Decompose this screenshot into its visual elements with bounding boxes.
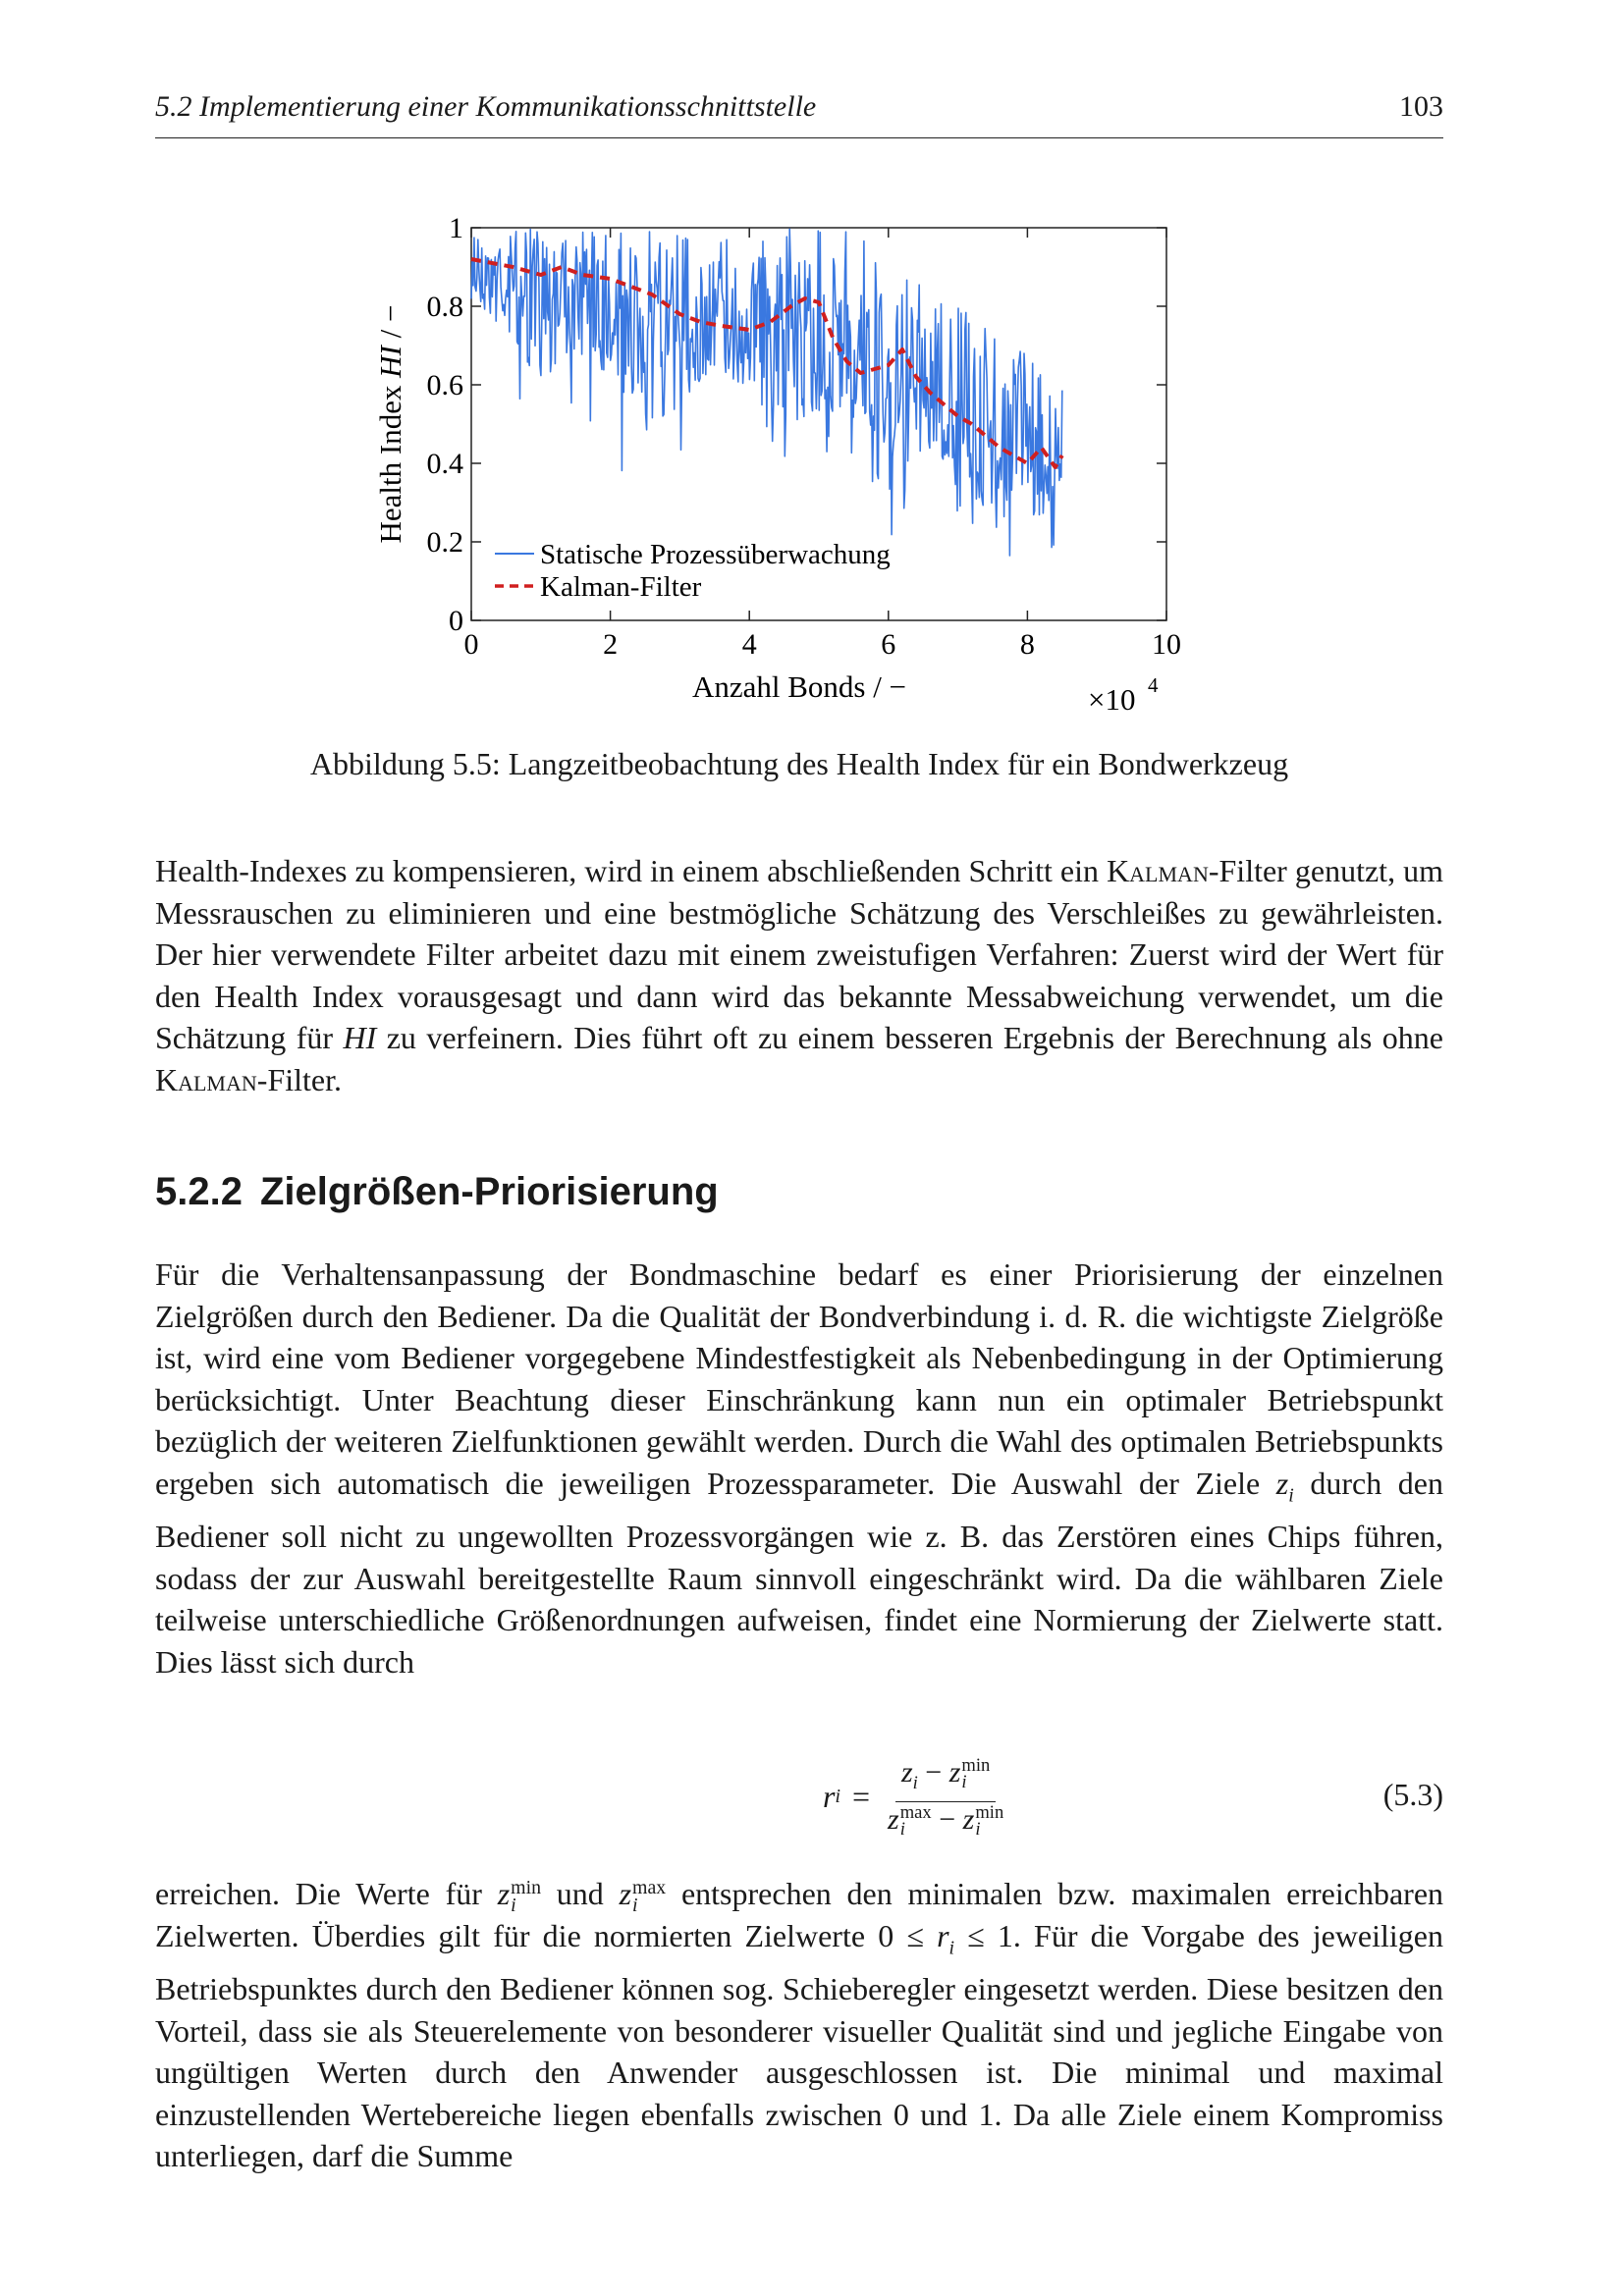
p3-zmin-script [511,1876,541,1916]
p1-hi: HI [343,1020,377,1055]
y-axis-label-prefix: Health Index [373,377,407,544]
x-tick-label: 10 [1152,628,1181,661]
eq-den-z2-sup: min [975,1802,1004,1824]
paragraph-kalman [155,850,1443,1100]
eq-num-z1: z [900,1756,913,1789]
p1-kalman-2: Kalman [155,1061,257,1097]
p3-text-3: entsprechen den minimalen bzw. maximalen erreichbaren Zielwerten. Überdies gilt für die normierten Zielwerte 0 ≤ [155,1876,1444,1953]
p2-text-1: Für die Verhaltensanpassung der Bondmaschine bedarf es einer Priorisierung der einzelnen Zielgrößen durch den Bediener. Da die Qualität der Bondverbindung i. d. R. die wichtigste Zielgröße ist, wird eine vom Bediener vorgegebene Mindestfestigkeit als Nebenbedingung in der Optimierung berücksichtigt. Unter Beachtung dieser Einschränkung kann nun ein optimaler Betriebspunkt bezüglich der weiteren Zielfunktionen gewählt werden. Durch die Wahl des optimalen Betriebspunkts ergeben sich automatisch die jeweiligen Prozessparameter. Die Auswahl der Ziele [155,1256,1443,1501]
static-monitoring-line [471,229,1062,556]
series-static-monitoring [471,229,1062,556]
y-tick-label: 0.4 [426,448,463,480]
eq-den-z1-sup: max [899,1802,932,1824]
eq-den-z2-sub: i [975,1819,981,1841]
p3-zmax-z: z [619,1876,632,1911]
eq-num-z2-sub: i [961,1772,967,1793]
p3-r: r [937,1917,949,1953]
p1-text-1: Health-Indexes zu kompensieren, wird in einem abschließenden Schritt ein [155,853,1108,888]
eq-den-z1: z [888,1803,899,1836]
page-number: 103 [1399,90,1443,123]
eq-equals: = [851,1778,871,1814]
p3-zmax-sup: max [632,1876,667,1898]
p3-zmax-sub: i [632,1894,638,1916]
section-number: 5.2.2 [155,1170,243,1213]
paragraph-priorisierung [155,1254,1443,1682]
section-title: Zielgrößen-Priorisierung [259,1170,719,1213]
p2-text-2: durch den Bediener soll nicht zu ungewollten Prozessvorgängen wie z. B. das Zerstören eines Chips führen, sodass der zur Auswahl bereitgestellte Raum sinnvoll eingeschränkt wird. Da die wählbaren Ziele teilweise unterschiedliche Größenordnungen aufweisen, findet eine Normierung der Zielwerte statt. Dies lässt sich durch [155,1465,1443,1680]
eq-num-minus: − [925,1756,943,1789]
eq-numerator [895,1755,996,1802]
p2-i: i [1288,1483,1294,1506]
section-title: 5.2 Implementierung einer Kommunikationsschnittstelle [155,90,817,123]
legend [495,539,891,603]
section-heading [155,1170,719,1214]
health-index-chart [371,201,1216,731]
p1-text-2: -Filter genutzt, um Messrauschen zu eliminieren und eine bestmögliche Schätzung des Verschleißes zu gewährleisten. Der hier verwendete Filter arbeitet dazu mit einem zweistufigen Verfahren: Zuerst wird der Wert für den Health Index vorausgesagt und dann wird das bekannte Messabweichung verwendet, um die Schätzung für [155,853,1444,1055]
eq-r: r [823,1778,836,1814]
p3-text-2: und [541,1876,620,1911]
figure-health-index [371,201,1216,731]
y-tick-label: 0 [449,605,463,637]
p1-text-3: zu verfeinern. Dies führt oft zu einem besseren Ergebnis der Berechnung als ohne [376,1020,1444,1055]
paragraph-normierung [155,1873,1443,2177]
eq-denominator [882,1802,1009,1839]
figure-caption: Abbildung 5.5: Langzeitbeobachtung des Health Index für ein Bondwerkzeug [309,746,1289,781]
y-tick-label: 0.6 [426,369,463,401]
legend-label-static: Statische Prozessüberwachung [540,539,891,570]
eq-num-z2-script [961,1755,991,1793]
y-axis-label [373,304,407,543]
x-tick-label: 6 [881,628,896,661]
y-tick-label: 0.2 [426,526,463,559]
equation-5-3 [155,1747,1443,1841]
eq-den-z1-sub: i [899,1819,905,1841]
p3-zmax-script [632,1876,667,1916]
y-tick-label: 1 [449,212,463,244]
equation-number: (5.3) [1382,1777,1443,1812]
eq-r-sub: i [835,1785,840,1807]
eq-num-z1-sub: i [912,1773,918,1793]
eq-num-z2: z [948,1756,961,1789]
eq-den-z2: z [962,1803,975,1836]
x-multiplier-exponent: 4 [1148,673,1159,697]
running-header [155,90,1443,138]
eq-den-z1-script [899,1802,932,1841]
y-tick-label: 0.8 [426,291,463,323]
p2-z: z [1275,1465,1289,1501]
x-axis-label: Anzahl Bonds / − [691,669,907,704]
x-tick-label: 8 [1019,628,1035,661]
x-tick-label: 0 [463,628,479,661]
eq-fraction [882,1755,1009,1839]
y-axis-label-suffix: / − [373,304,407,347]
p3-zmin-sup: min [511,1876,541,1898]
p1-kalman-1: Kalman [1107,853,1209,888]
x-tick-label: 2 [603,628,619,661]
eq-num-z2-sup: min [961,1755,991,1777]
x-tick-label: 4 [741,628,757,661]
y-axis-label-var: HI [373,346,407,378]
p3-r-sub: i [948,1936,955,1958]
p3-zmin-sub: i [511,1894,516,1916]
x-multiplier-base: ×10 [1088,682,1136,717]
eq-den-z2-script [975,1802,1004,1841]
p1-text-4: -Filter. [256,1061,342,1097]
p3-text-4: ≤ 1. Für die Vorgabe des jeweiligen Betriebspunktes durch den Bediener können sog. Schieberegler eingesetzt werden. Diese besitzen den Vorteil, dass sie als Steuerelemente von besonderer visueller Qualität sind und jegliche Eingabe von ungültigen Werten durch den Anwender ausgeschlossen ist. Die minimal und maximal einzustellenden Wertebereiche liegen ebenfalls zwischen 0 und 1. Da alle Ziele einem Kompromiss unterliegen, darf die Summe [155,1917,1444,2174]
eq-den-minus: − [939,1803,956,1836]
p3-zmin-z: z [497,1876,511,1911]
p3-text-1: erreichen. Die Werte für [155,1876,498,1911]
equation-body [823,1755,1009,1839]
legend-label-kalman: Kalman-Filter [540,571,702,603]
